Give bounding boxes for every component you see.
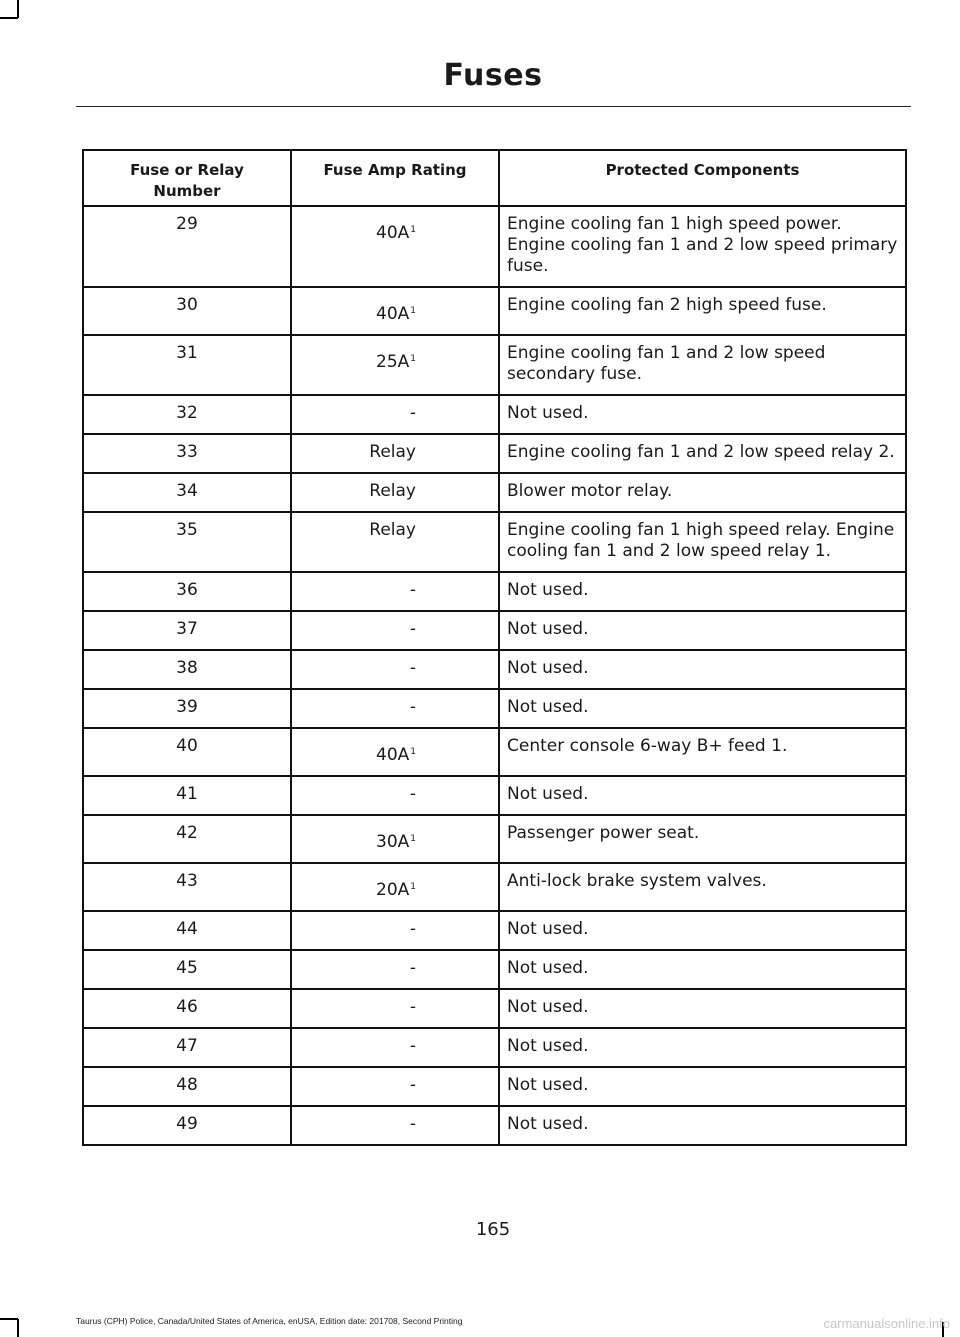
amp-rating-cell [291,335,499,395]
fuse-number-cell: 40 [83,728,291,776]
column-header-number [83,150,291,206]
amp-rating-cell [291,1106,499,1145]
table-row [83,434,906,473]
column-header-components: Protected Components [499,150,906,206]
table-header-row [83,150,906,206]
crop-mark-bottom-left-vertical [17,1319,19,1337]
amp-rating-cell [291,911,499,950]
amp-rating-cell [291,287,499,335]
fuse-number-cell: 47 [83,1028,291,1067]
amp-rating-cell [291,950,499,989]
footer-edition-text: Taurus (CPH) Police, Canada/United States of America, enUSA, Edition date: 201708, Second Printing [76,1316,463,1326]
table-row [83,206,906,287]
amp-rating-cell [291,1028,499,1067]
protected-components-cell: Blower motor relay. [499,473,906,512]
fuse-number-cell: 35 [83,512,291,572]
table-row [83,1028,906,1067]
column-header-rating: Fuse Amp Rating [291,150,499,206]
footnote-marker: 1 [410,306,416,316]
table-row [83,815,906,863]
fuse-number-cell: 32 [83,395,291,434]
amp-rating-value: 40A [376,223,410,243]
fuse-number-cell: 33 [83,434,291,473]
page-title: Fuses [443,58,543,93]
fuse-number-cell: 41 [83,776,291,815]
amp-rating-cell [291,863,499,911]
protected-components-cell: Not used. [499,572,906,611]
protected-components-cell: Not used. [499,950,906,989]
amp-rating-value: - [409,580,416,600]
column-header-number-label: Fuse or Relay Number [130,161,244,200]
table-row [83,287,906,335]
table-row [83,473,906,512]
protected-components-cell: Engine cooling fan 1 high speed power. Engine cooling fan 1 and 2 low speed primary fuse. [499,206,906,287]
protected-components-cell: Center console 6-way B+ feed 1. [499,728,906,776]
footnote-marker: 1 [410,354,416,364]
protected-components-cell: Not used. [499,1028,906,1067]
fuse-number-cell: 36 [83,572,291,611]
protected-components-cell: Not used. [499,650,906,689]
fuse-number-cell: 39 [83,689,291,728]
protected-components-cell: Engine cooling fan 1 and 2 low speed secondary fuse. [499,335,906,395]
table-row [83,911,906,950]
amp-rating-value: 30A [376,832,410,852]
table-row [83,1067,906,1106]
fuse-number-cell: 49 [83,1106,291,1145]
protected-components-cell: Not used. [499,1106,906,1145]
protected-components-cell: Not used. [499,989,906,1028]
table-row [83,335,906,395]
protected-components-cell: Engine cooling fan 1 high speed relay. Engine cooling fan 1 and 2 low speed relay 1. [499,512,906,572]
table-row [83,863,906,911]
fuse-number-cell: 38 [83,650,291,689]
protected-components-cell: Not used. [499,395,906,434]
footnote-marker: 1 [410,882,416,892]
footnote-marker: 1 [410,834,416,844]
amp-rating-cell [291,728,499,776]
amp-rating-cell [291,989,499,1028]
amp-rating-cell [291,473,499,512]
table-row [83,689,906,728]
protected-components-cell: Not used. [499,611,906,650]
amp-rating-value: - [409,958,416,978]
amp-rating-value: - [409,1036,416,1056]
amp-rating-value: Relay [369,442,416,462]
protected-components-cell: Not used. [499,689,906,728]
protected-components-cell: Not used. [499,1067,906,1106]
fuse-number-cell: 31 [83,335,291,395]
amp-rating-value: 20A [376,880,410,900]
fuse-number-cell: 34 [83,473,291,512]
amp-rating-value: - [409,1114,416,1134]
amp-rating-value: 40A [376,304,410,324]
protected-components-cell: Anti-lock brake system valves. [499,863,906,911]
fuse-number-cell: 30 [83,287,291,335]
amp-rating-cell [291,650,499,689]
table-row [83,611,906,650]
table-row [83,395,906,434]
table-row [83,989,906,1028]
amp-rating-value: - [409,919,416,939]
amp-rating-cell [291,512,499,572]
amp-rating-cell [291,689,499,728]
amp-rating-cell [291,815,499,863]
page-number: 165 [475,1219,511,1240]
protected-components-cell: Passenger power seat. [499,815,906,863]
table-row [83,650,906,689]
table-row [83,512,906,572]
fuse-table [82,149,907,1146]
table-row [83,950,906,989]
amp-rating-value: - [409,997,416,1017]
fuse-number-cell: 29 [83,206,291,287]
amp-rating-cell [291,206,499,287]
watermark-logo: carmanualsonline.info [823,1316,950,1331]
protected-components-cell: Not used. [499,776,906,815]
amp-rating-value: - [409,784,416,804]
amp-rating-cell [291,1067,499,1106]
crop-mark-top-left-horizontal [0,17,18,19]
table-row [83,728,906,776]
fuse-number-cell: 44 [83,911,291,950]
protected-components-cell: Engine cooling fan 2 high speed fuse. [499,287,906,335]
crop-mark-top-left-vertical [17,0,19,18]
amp-rating-value: 40A [376,745,410,765]
amp-rating-cell [291,572,499,611]
amp-rating-value: - [409,619,416,639]
fuse-number-cell: 46 [83,989,291,1028]
protected-components-cell: Engine cooling fan 1 and 2 low speed relay 2. [499,434,906,473]
amp-rating-cell [291,776,499,815]
table-row [83,572,906,611]
fuse-number-cell: 48 [83,1067,291,1106]
amp-rating-value: - [409,403,416,423]
fuse-table-body [83,206,906,1145]
fuse-number-cell: 43 [83,863,291,911]
amp-rating-value: Relay [369,520,416,540]
protected-components-cell: Not used. [499,911,906,950]
amp-rating-value: Relay [369,481,416,501]
footnote-marker: 1 [410,225,416,235]
table-row [83,776,906,815]
footnote-marker: 1 [410,747,416,757]
amp-rating-cell [291,434,499,473]
title-divider [76,106,911,107]
fuse-number-cell: 37 [83,611,291,650]
table-row [83,1106,906,1145]
amp-rating-value: 25A [376,352,410,372]
crop-mark-bottom-left-horizontal [0,1318,18,1320]
fuse-number-cell: 45 [83,950,291,989]
amp-rating-value: - [409,697,416,717]
fuse-number-cell: 42 [83,815,291,863]
amp-rating-cell [291,395,499,434]
amp-rating-value: - [409,1075,416,1095]
amp-rating-value: - [409,658,416,678]
amp-rating-cell [291,611,499,650]
